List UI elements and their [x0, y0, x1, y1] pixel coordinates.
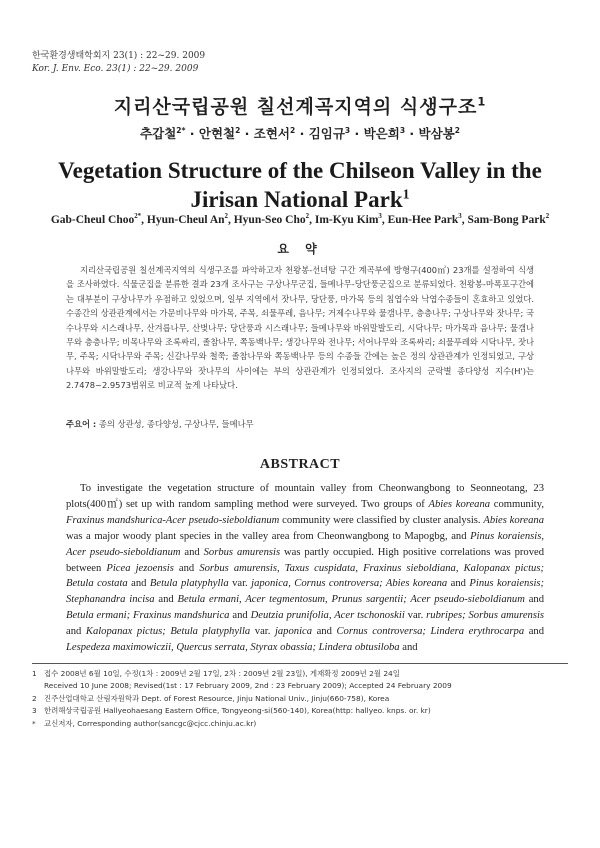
keywords-label: 주요어 : — [66, 419, 97, 429]
author-en-name: Eun-Hee Park — [387, 214, 459, 226]
species-name: Pinus koraiensis, Acer pseudo-sieboldianum — [66, 530, 544, 558]
title-english-footnote-mark: 1 — [402, 186, 410, 202]
footnote-number: 2 — [32, 693, 37, 703]
title-english-text: Vegetation Structure of the Chilseon Valley in the Jirisan National Park — [58, 158, 542, 212]
keywords-list: 종의 상관성, 종다양성, 구상나무, 들메나무 — [98, 419, 254, 429]
author-en-affiliation-mark: 3 — [458, 213, 462, 221]
author-separator: , — [309, 214, 315, 226]
species-name: Picea jezoensis — [106, 562, 174, 574]
species-name: Fraxinus mandshurica-Acer pseudo-sieboldianum — [66, 514, 280, 526]
abstract-english-body — [66, 481, 544, 656]
abstract-text-segment: and — [180, 546, 204, 558]
author-en-name: Im-Kyu Kim — [314, 214, 379, 226]
title-korean — [0, 92, 600, 119]
title-korean-footnote-mark: 1 — [477, 94, 487, 109]
journal-citation — [32, 50, 205, 76]
species-name: Abies koreana — [483, 514, 544, 526]
footnote-line — [32, 680, 572, 692]
footnote-divider — [32, 663, 568, 664]
footnotes — [32, 668, 572, 730]
author-separator: · — [405, 126, 419, 141]
author-en-name: Hyun-Seo Cho — [233, 214, 306, 226]
author-separator: · — [240, 126, 254, 141]
author-kr-affiliation-mark: 2 — [235, 125, 241, 135]
author-kr-affiliation-mark: 3 — [344, 125, 351, 135]
species-name: Betula ermani; Fraxinus mandshurica — [66, 610, 230, 622]
author-kr-name: 안현철 — [198, 126, 236, 141]
author-en-affiliation-mark: 2 — [545, 213, 550, 221]
abstract-text-segment: To investigate the vegetation structure of mountain valley from Cheonwangbong to Seonneotang, 23 plots(400㎡) set up with random sampling method were surveyed. Two groups of — [66, 483, 544, 510]
author-kr-name: 추갑철 — [140, 126, 177, 141]
author-kr-name: 김임규 — [308, 126, 345, 141]
author-separator: · — [295, 126, 309, 141]
species-name: Sorbus amurensis, Taxus cuspidata, Fraxinus sieboldiana, Kalopanax pictus; Betula costata — [66, 562, 544, 590]
authors-english — [10, 214, 590, 226]
footnote-line — [32, 668, 572, 680]
author-en-name: Gab-Cheul Choo — [50, 214, 135, 226]
author-en-name: Hyun-Cheul An — [146, 214, 225, 226]
species-name: Abies koreana — [428, 498, 491, 510]
author-en-name: Sam-Bong Park — [467, 214, 546, 226]
species-name: Pinus koraiensis; Stephanandra incisa — [66, 578, 545, 606]
abstract-text-segment: and — [447, 578, 470, 590]
author-separator: · — [185, 126, 199, 141]
species-name: Betula platyphylla — [149, 578, 229, 590]
author-separator: · — [350, 126, 364, 141]
author-separator: , — [227, 214, 234, 226]
abstract-text-segment: was partly occupied. High positive correlations was proved between — [66, 546, 545, 574]
author-separator: , — [141, 214, 147, 226]
author-kr-name: 조현서 — [253, 126, 291, 141]
species-name: Lespedeza maximowiczii, Quercus serrata, Styrax obassia; Lindera obtusiloba — [66, 642, 400, 654]
abstract-text-segment: and — [524, 594, 544, 606]
abstract-text-segment: var. — [228, 578, 252, 590]
species-name: Kalopanax pictus; Betula platyphylla — [85, 626, 251, 638]
footnote-line — [32, 705, 572, 717]
species-name: Betula ermani, Acer tegmentosum, Prunus sargentii; Acer pseudo-sieboldianum — [177, 594, 525, 606]
author-kr-name: 박삼봉 — [418, 126, 455, 141]
abstract-text-segment: community, — [490, 498, 544, 510]
author-en-affiliation-mark: 2 — [224, 213, 228, 221]
keywords — [66, 418, 536, 430]
footnote-text: Received 10 June 2008; Revised(1st : 17 February 2009, 2nd : 23 February 2009); Accepted 24 February 2009 — [44, 681, 452, 691]
author-kr-name: 박은희 — [363, 126, 400, 141]
author-en-affiliation-mark: 3 — [378, 213, 382, 221]
journal-citation-kr: 한국환경생태학회지 23(1) : 22~29. 2009 — [32, 51, 206, 61]
footnote-number: * — [32, 718, 36, 728]
footnote-number: 1 — [32, 669, 37, 678]
footnote-line — [32, 718, 572, 730]
abstract-korean-body: 지리산국립공원 칠선계곡지역의 식생구조를 파악하고자 천왕봉-선녀탕 구간 계곡부에 방형구(400㎡) 23개를 설정하여 식생을 조사하였다. 식물군집을 분류한 결과 23개 조사구는 구상나무군집, 들메나무-당단풍군집으로 분류되었다. 천왕봉-마폭포구간에는 대부분이 구상나무가 우점하고 있었으며, 일부 지역에서 잣나무, 당단풍, 마가목 등의 침엽수와 낙엽수종들이 혼효하고 있었다. 수종간의 상관관계에서는 가문비나무와 마가목, 주목, 쇠물푸레, 음나무; 거제수나무와 물갬나무, 층층나무; 구상나무와 잣나무; 국수나무와 시스래나무, 산겨릅나무, 산벚나무; 당단풍과 시스래나무; 들메나무와 바위말발도리, 시닥나무; 마가목과 음나무; 물갬나무와 층층나무; 비목나무와 조록싸리, 졸참나무, 쪽동백나무; 생강나무와 전나무; 서어나무와 조록싸리; 쇠물푸레와 시닥나무, 잣나무, 주목; 시닥나무와 주목; 신갈나무와 철쭉; 졸참나무와 쪽동백나무 등의 수종들 간에는 높은 정의 상관관계가 인정되었고, 구상나무와 바위말발도리; 생강나무와 잣나무의 사이에는 부의 상관관계가 인정되었다. 조사지의 군락별 종다양성 지수(H')는 2.7478~2.9573범위로 비교적 높게 나타났다. — [66, 265, 534, 391]
abstract-text-segment: and — [524, 626, 545, 638]
abstract-text-segment: and — [173, 562, 200, 574]
species-name: japonica — [274, 626, 313, 638]
abstract-text-segment: and — [399, 642, 418, 654]
footnote-line — [32, 693, 572, 705]
authors-korean — [0, 124, 600, 142]
abstract-text-segment: and — [154, 594, 178, 606]
abstract-text-segment: and — [312, 626, 337, 638]
footnote-text: 진주산업대학교 산림자원학과 Dept. of Forest Resource, Jinju National Univ., Jinju(660-758), Korea — [44, 693, 390, 703]
abstract-text-segment: var. — [250, 626, 275, 638]
author-en-affiliation-mark: 2* — [134, 213, 142, 221]
author-separator: , — [381, 214, 388, 226]
author-kr-affiliation-mark: 3 — [399, 125, 406, 135]
author-separator: , — [461, 214, 468, 226]
title-english — [40, 156, 560, 214]
species-name: Sorbus amurensis — [203, 546, 281, 558]
abstract-text-segment: community were classified by cluster analysis. — [279, 514, 484, 526]
author-kr-affiliation-mark: 2* — [176, 125, 186, 135]
species-name: Deutzia prunifolia, Acer tschonoskii — [250, 610, 405, 622]
footnote-text: 교신저자, Corresponding author(sancgc@cjcc.chinju.ac.kr) — [44, 718, 257, 728]
abstract-korean-heading: 요 약 — [277, 242, 323, 256]
journal-citation-en: Kor. J. Env. Eco. 23(1) : 22~29. 2009 — [32, 64, 199, 74]
footnote-text: 접수 2008년 6월 10일, 수정(1차 : 2009년 2월 17일, 2차 : 2009년 2월 23일), 게재확정 2009년 2월 24일 — [44, 669, 400, 678]
footnote-text: 한려해상국립공원 Hallyeohaesang Eastern Office, Tongyeong-si(560-140), Korea(http: hallyeo. knps. or. kr) — [44, 706, 431, 716]
footnote-number: 3 — [32, 706, 37, 716]
abstract-text-segment: and — [229, 610, 251, 622]
abstract-text-segment: and — [66, 626, 86, 638]
abstract-text-segment: and — [127, 578, 150, 590]
abstract-english-heading: ABSTRACT — [259, 457, 341, 472]
species-name: japonica, Cornus controversa; Abies koreana — [251, 578, 448, 590]
author-kr-affiliation-mark: 2 — [454, 125, 460, 135]
abstract-text-segment: was a major woody plant species in the valley area from Cheonwangbong to Mapogbg, and — [66, 530, 471, 542]
title-korean-text: 지리산국립공원 칠선계곡지역의 식생구조 — [113, 96, 478, 118]
species-name: Cornus controversa; Lindera erythrocarpa — [336, 626, 525, 638]
species-name: rubripes; Sorbus amurensis — [426, 610, 545, 622]
author-kr-affiliation-mark: 2 — [290, 125, 296, 135]
abstract-text-segment: var. — [404, 610, 427, 622]
author-en-affiliation-mark: 2 — [305, 213, 310, 221]
